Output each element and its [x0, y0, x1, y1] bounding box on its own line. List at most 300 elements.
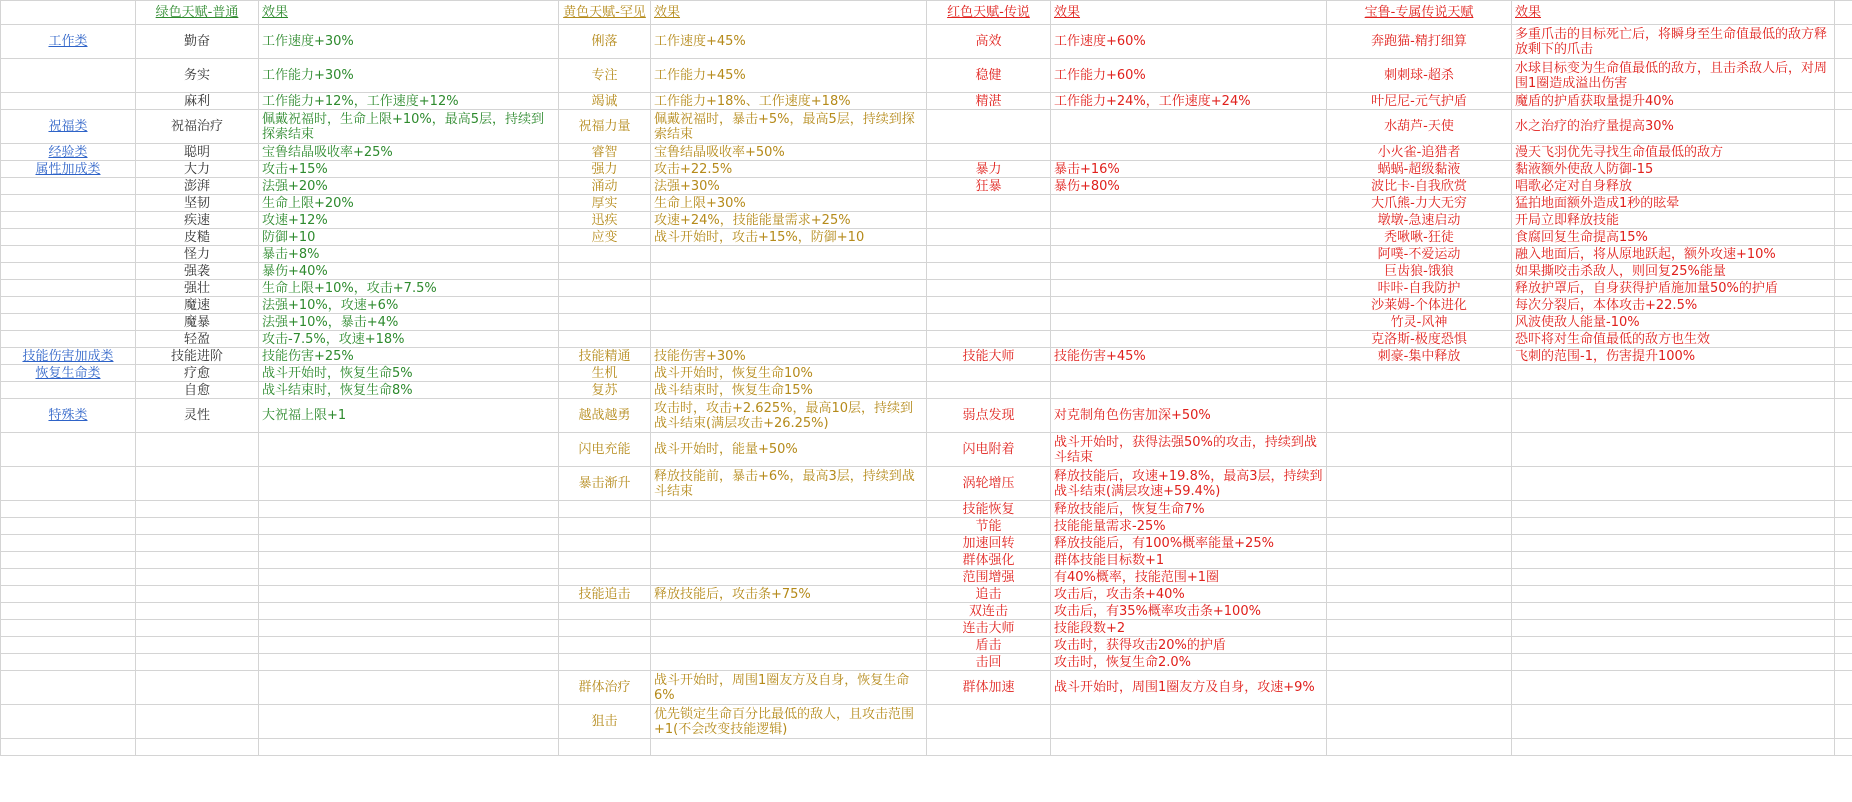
- yellow-talent-effect[interactable]: 攻速+24%，技能能量需求+25%: [651, 212, 927, 229]
- extra-cell[interactable]: [1835, 178, 1852, 195]
- category-cell[interactable]: [1, 586, 136, 603]
- extra-cell[interactable]: [1835, 654, 1852, 671]
- green-talent-effect[interactable]: 防御+10: [259, 229, 559, 246]
- yellow-talent-name[interactable]: [559, 280, 651, 297]
- red-talent-effect[interactable]: 技能伤害+45%: [1051, 348, 1327, 365]
- category-cell[interactable]: 技能伤害加成类: [1, 348, 136, 365]
- green-talent-name[interactable]: 技能进阶: [136, 348, 259, 365]
- yellow-talent-effect[interactable]: 生命上限+30%: [651, 195, 927, 212]
- red-talent-name[interactable]: 稳健: [927, 59, 1051, 93]
- pet-talent-effect[interactable]: [1512, 518, 1835, 535]
- pet-talent-effect[interactable]: [1512, 705, 1835, 739]
- pet-talent-name[interactable]: 大爪熊-力大无穷: [1327, 195, 1512, 212]
- yellow-talent-name[interactable]: [559, 518, 651, 535]
- green-talent-name[interactable]: [136, 552, 259, 569]
- green-talent-effect[interactable]: [259, 620, 559, 637]
- green-talent-name[interactable]: 聪明: [136, 144, 259, 161]
- pet-talent-name[interactable]: [1327, 501, 1512, 518]
- category-cell[interactable]: 工作类: [1, 25, 136, 59]
- red-talent-name[interactable]: 暴力: [927, 161, 1051, 178]
- pet-talent-name[interactable]: [1327, 382, 1512, 399]
- pet-talent-name[interactable]: [1327, 586, 1512, 603]
- pet-talent-name[interactable]: 竹灵-风神: [1327, 314, 1512, 331]
- extra-cell[interactable]: [1835, 93, 1852, 110]
- pet-talent-name[interactable]: [1327, 637, 1512, 654]
- extra-cell[interactable]: [1835, 637, 1852, 654]
- red-talent-effect[interactable]: [1051, 144, 1327, 161]
- pet-talent-name[interactable]: [1327, 603, 1512, 620]
- red-talent-effect[interactable]: [1051, 263, 1327, 280]
- yellow-talent-name[interactable]: 迅疾: [559, 212, 651, 229]
- green-talent-name[interactable]: 大力: [136, 161, 259, 178]
- extra-cell[interactable]: [1835, 144, 1852, 161]
- header-pet-effect[interactable]: 效果: [1512, 1, 1835, 25]
- green-talent-effect[interactable]: [259, 518, 559, 535]
- yellow-talent-name[interactable]: [559, 331, 651, 348]
- category-cell[interactable]: [1, 535, 136, 552]
- green-talent-name[interactable]: 灵性: [136, 399, 259, 433]
- pet-talent-name[interactable]: [1327, 399, 1512, 433]
- pet-talent-effect[interactable]: [1512, 399, 1835, 433]
- yellow-talent-effect[interactable]: 释放技能前，暴击+6%，最高3层，持续到战斗结束: [651, 467, 927, 501]
- red-talent-effect[interactable]: [1051, 739, 1327, 756]
- green-talent-effect[interactable]: [259, 433, 559, 467]
- green-talent-effect[interactable]: 工作能力+12%，工作速度+12%: [259, 93, 559, 110]
- pet-talent-effect[interactable]: 猛拍地面额外造成1秒的眩晕: [1512, 195, 1835, 212]
- yellow-talent-name[interactable]: [559, 263, 651, 280]
- red-talent-effect[interactable]: [1051, 246, 1327, 263]
- yellow-talent-name[interactable]: 暴击渐升: [559, 467, 651, 501]
- green-talent-effect[interactable]: [259, 552, 559, 569]
- red-talent-effect[interactable]: [1051, 331, 1327, 348]
- green-talent-effect[interactable]: 暴伤+40%: [259, 263, 559, 280]
- yellow-talent-effect[interactable]: 战斗开始时，能量+50%: [651, 433, 927, 467]
- yellow-talent-effect[interactable]: [651, 569, 927, 586]
- red-talent-name[interactable]: 涡轮增压: [927, 467, 1051, 501]
- pet-talent-name[interactable]: [1327, 467, 1512, 501]
- yellow-talent-effect[interactable]: 技能伤害+30%: [651, 348, 927, 365]
- pet-talent-effect[interactable]: 恐吓将对生命值最低的敌方也生效: [1512, 331, 1835, 348]
- green-talent-effect[interactable]: 技能伤害+25%: [259, 348, 559, 365]
- green-talent-name[interactable]: [136, 433, 259, 467]
- pet-talent-effect[interactable]: 开局立即释放技能: [1512, 212, 1835, 229]
- yellow-talent-name[interactable]: [559, 314, 651, 331]
- yellow-talent-name[interactable]: [559, 246, 651, 263]
- pet-talent-effect[interactable]: 黏液额外使敌人防御-15: [1512, 161, 1835, 178]
- header-green-talent[interactable]: 绿色天赋-普通: [136, 1, 259, 25]
- pet-talent-effect[interactable]: 每次分裂后，本体攻击+22.5%: [1512, 297, 1835, 314]
- pet-talent-name[interactable]: [1327, 569, 1512, 586]
- red-talent-effect[interactable]: 攻击时，恢复生命2.0%: [1051, 654, 1327, 671]
- green-talent-effect[interactable]: [259, 569, 559, 586]
- yellow-talent-effect[interactable]: [651, 280, 927, 297]
- red-talent-name[interactable]: [927, 331, 1051, 348]
- red-talent-effect[interactable]: [1051, 365, 1327, 382]
- extra-cell[interactable]: [1835, 620, 1852, 637]
- green-talent-name[interactable]: 疗愈: [136, 365, 259, 382]
- green-talent-effect[interactable]: [259, 603, 559, 620]
- pet-talent-effect[interactable]: [1512, 603, 1835, 620]
- red-talent-name[interactable]: [927, 382, 1051, 399]
- yellow-talent-effect[interactable]: [651, 297, 927, 314]
- pet-talent-name[interactable]: [1327, 654, 1512, 671]
- pet-talent-effect[interactable]: [1512, 637, 1835, 654]
- green-talent-name[interactable]: [136, 671, 259, 705]
- yellow-talent-name[interactable]: 俐落: [559, 25, 651, 59]
- red-talent-name[interactable]: 技能大师: [927, 348, 1051, 365]
- green-talent-name[interactable]: 魔暴: [136, 314, 259, 331]
- pet-talent-name[interactable]: 蜗蜗-超级黏液: [1327, 161, 1512, 178]
- extra-cell[interactable]: [1835, 161, 1852, 178]
- pet-talent-effect[interactable]: 唱歌必定对自身释放: [1512, 178, 1835, 195]
- yellow-talent-effect[interactable]: [651, 518, 927, 535]
- pet-talent-name[interactable]: [1327, 518, 1512, 535]
- yellow-talent-effect[interactable]: 战斗开始时，恢复生命10%: [651, 365, 927, 382]
- red-talent-name[interactable]: 盾击: [927, 637, 1051, 654]
- yellow-talent-effect[interactable]: 佩戴祝福时，暴击+5%，最高5层，持续到探索结束: [651, 110, 927, 144]
- yellow-talent-name[interactable]: [559, 620, 651, 637]
- red-talent-name[interactable]: 狂暴: [927, 178, 1051, 195]
- yellow-talent-name[interactable]: 生机: [559, 365, 651, 382]
- pet-talent-effect[interactable]: 释放护罩后，自身获得护盾施加量50%的护盾: [1512, 280, 1835, 297]
- red-talent-name[interactable]: 双连击: [927, 603, 1051, 620]
- red-talent-name[interactable]: [927, 263, 1051, 280]
- yellow-talent-effect[interactable]: 释放技能后，攻击条+75%: [651, 586, 927, 603]
- category-cell[interactable]: [1, 637, 136, 654]
- green-talent-name[interactable]: 怪力: [136, 246, 259, 263]
- red-talent-effect[interactable]: 对克制角色伤害加深+50%: [1051, 399, 1327, 433]
- yellow-talent-name[interactable]: 狙击: [559, 705, 651, 739]
- category-cell[interactable]: [1, 297, 136, 314]
- yellow-talent-effect[interactable]: 工作能力+18%、工作速度+18%: [651, 93, 927, 110]
- green-talent-name[interactable]: [136, 467, 259, 501]
- yellow-talent-effect[interactable]: [651, 246, 927, 263]
- category-cell[interactable]: [1, 314, 136, 331]
- extra-cell[interactable]: [1835, 399, 1852, 433]
- yellow-talent-name[interactable]: 群体治疗: [559, 671, 651, 705]
- extra-cell[interactable]: [1835, 433, 1852, 467]
- green-talent-name[interactable]: [136, 535, 259, 552]
- red-talent-name[interactable]: [927, 246, 1051, 263]
- red-talent-effect[interactable]: 释放技能后，攻速+19.8%，最高3层，持续到战斗结束(满层攻速+59.4%): [1051, 467, 1327, 501]
- green-talent-effect[interactable]: 宝鲁结晶吸收率+25%: [259, 144, 559, 161]
- header-blank[interactable]: [1, 1, 136, 25]
- green-talent-effect[interactable]: 战斗结束时，恢复生命8%: [259, 382, 559, 399]
- green-talent-name[interactable]: 澎湃: [136, 178, 259, 195]
- green-talent-name[interactable]: 魔速: [136, 297, 259, 314]
- yellow-talent-effect[interactable]: [651, 739, 927, 756]
- yellow-talent-effect[interactable]: 优先锁定生命百分比最低的敌人，且攻击范围+1(不会改变技能逻辑): [651, 705, 927, 739]
- green-talent-name[interactable]: [136, 586, 259, 603]
- yellow-talent-effect[interactable]: [651, 501, 927, 518]
- green-talent-name[interactable]: [136, 637, 259, 654]
- extra-cell[interactable]: [1835, 739, 1852, 756]
- extra-cell[interactable]: [1835, 569, 1852, 586]
- pet-talent-name[interactable]: [1327, 535, 1512, 552]
- pet-talent-effect[interactable]: 多重爪击的目标死亡后，将瞬身至生命值最低的敌方释放剩下的爪击: [1512, 25, 1835, 59]
- green-talent-effect[interactable]: [259, 467, 559, 501]
- extra-cell[interactable]: [1835, 297, 1852, 314]
- red-talent-name[interactable]: [927, 212, 1051, 229]
- red-talent-effect[interactable]: 工作速度+60%: [1051, 25, 1327, 59]
- category-cell[interactable]: 特殊类: [1, 399, 136, 433]
- yellow-talent-name[interactable]: 技能精通: [559, 348, 651, 365]
- header-yellow-talent[interactable]: 黄色天赋-罕见: [559, 1, 651, 25]
- yellow-talent-name[interactable]: [559, 739, 651, 756]
- green-talent-effect[interactable]: [259, 586, 559, 603]
- red-talent-name[interactable]: [927, 365, 1051, 382]
- pet-talent-name[interactable]: 刺豪-集中释放: [1327, 348, 1512, 365]
- yellow-talent-effect[interactable]: 法强+30%: [651, 178, 927, 195]
- red-talent-effect[interactable]: 释放技能后，有100%概率能量+25%: [1051, 535, 1327, 552]
- red-talent-name[interactable]: 技能恢复: [927, 501, 1051, 518]
- green-talent-name[interactable]: 勤奋: [136, 25, 259, 59]
- green-talent-name[interactable]: [136, 705, 259, 739]
- green-talent-effect[interactable]: 法强+10%，攻速+6%: [259, 297, 559, 314]
- pet-talent-effect[interactable]: [1512, 467, 1835, 501]
- yellow-talent-name[interactable]: 专注: [559, 59, 651, 93]
- yellow-talent-name[interactable]: 涌动: [559, 178, 651, 195]
- red-talent-name[interactable]: [927, 297, 1051, 314]
- green-talent-effect[interactable]: 工作能力+30%: [259, 59, 559, 93]
- yellow-talent-effect[interactable]: [651, 331, 927, 348]
- green-talent-effect[interactable]: [259, 654, 559, 671]
- pet-talent-effect[interactable]: 飞刺的范围-1，伤害提升100%: [1512, 348, 1835, 365]
- category-cell[interactable]: [1, 501, 136, 518]
- red-talent-name[interactable]: 闪电附着: [927, 433, 1051, 467]
- red-talent-name[interactable]: 加速回转: [927, 535, 1051, 552]
- pet-talent-name[interactable]: 秃啾啾-狂徒: [1327, 229, 1512, 246]
- yellow-talent-effect[interactable]: 工作速度+45%: [651, 25, 927, 59]
- category-cell[interactable]: [1, 705, 136, 739]
- header-extra[interactable]: [1835, 1, 1852, 25]
- green-talent-name[interactable]: 强壮: [136, 280, 259, 297]
- pet-talent-name[interactable]: 刺刺球-超杀: [1327, 59, 1512, 93]
- pet-talent-name[interactable]: [1327, 433, 1512, 467]
- green-talent-effect[interactable]: [259, 739, 559, 756]
- pet-talent-effect[interactable]: [1512, 365, 1835, 382]
- yellow-talent-name[interactable]: 竭诚: [559, 93, 651, 110]
- category-cell[interactable]: [1, 331, 136, 348]
- category-cell[interactable]: [1, 620, 136, 637]
- extra-cell[interactable]: [1835, 59, 1852, 93]
- red-talent-effect[interactable]: 攻击后，攻击条+40%: [1051, 586, 1327, 603]
- pet-talent-name[interactable]: [1327, 705, 1512, 739]
- extra-cell[interactable]: [1835, 705, 1852, 739]
- red-talent-name[interactable]: 追击: [927, 586, 1051, 603]
- red-talent-effect[interactable]: 工作能力+60%: [1051, 59, 1327, 93]
- red-talent-effect[interactable]: [1051, 705, 1327, 739]
- category-cell[interactable]: [1, 229, 136, 246]
- red-talent-effect[interactable]: 攻击时，获得攻击20%的护盾: [1051, 637, 1327, 654]
- green-talent-name[interactable]: 坚韧: [136, 195, 259, 212]
- extra-cell[interactable]: [1835, 518, 1852, 535]
- yellow-talent-name[interactable]: 厚实: [559, 195, 651, 212]
- yellow-talent-name[interactable]: [559, 535, 651, 552]
- green-talent-name[interactable]: [136, 603, 259, 620]
- yellow-talent-name[interactable]: 闪电充能: [559, 433, 651, 467]
- yellow-talent-effect[interactable]: [651, 654, 927, 671]
- green-talent-effect[interactable]: 攻击+15%: [259, 161, 559, 178]
- yellow-talent-effect[interactable]: [651, 263, 927, 280]
- red-talent-name[interactable]: [927, 144, 1051, 161]
- red-talent-effect[interactable]: 战斗开始时，周围1圈友方及自身，攻速+9%: [1051, 671, 1327, 705]
- pet-talent-effect[interactable]: 融入地面后，将从原地跃起，额外攻速+10%: [1512, 246, 1835, 263]
- green-talent-name[interactable]: 自愈: [136, 382, 259, 399]
- category-cell[interactable]: [1, 195, 136, 212]
- green-talent-name[interactable]: [136, 739, 259, 756]
- yellow-talent-effect[interactable]: [651, 314, 927, 331]
- green-talent-name[interactable]: 轻盈: [136, 331, 259, 348]
- extra-cell[interactable]: [1835, 263, 1852, 280]
- red-talent-effect[interactable]: 群体技能目标数+1: [1051, 552, 1327, 569]
- red-talent-name[interactable]: [927, 280, 1051, 297]
- yellow-talent-name[interactable]: [559, 603, 651, 620]
- green-talent-effect[interactable]: [259, 671, 559, 705]
- red-talent-name[interactable]: 群体强化: [927, 552, 1051, 569]
- pet-talent-name[interactable]: 克洛斯-极度恐惧: [1327, 331, 1512, 348]
- extra-cell[interactable]: [1835, 535, 1852, 552]
- yellow-talent-effect[interactable]: 宝鲁结晶吸收率+50%: [651, 144, 927, 161]
- category-cell[interactable]: [1, 93, 136, 110]
- green-talent-name[interactable]: 疾速: [136, 212, 259, 229]
- red-talent-effect[interactable]: 有40%概率，技能范围+1圈: [1051, 569, 1327, 586]
- yellow-talent-name[interactable]: [559, 569, 651, 586]
- extra-cell[interactable]: [1835, 382, 1852, 399]
- yellow-talent-effect[interactable]: 工作能力+45%: [651, 59, 927, 93]
- category-cell[interactable]: [1, 280, 136, 297]
- pet-talent-name[interactable]: 阿噗-不爱运动: [1327, 246, 1512, 263]
- red-talent-effect[interactable]: 技能段数+2: [1051, 620, 1327, 637]
- red-talent-name[interactable]: 弱点发现: [927, 399, 1051, 433]
- yellow-talent-effect[interactable]: [651, 603, 927, 620]
- red-talent-name[interactable]: 击回: [927, 654, 1051, 671]
- green-talent-effect[interactable]: 法强+20%: [259, 178, 559, 195]
- header-pet-talent[interactable]: 宝鲁-专属传说天赋: [1327, 1, 1512, 25]
- pet-talent-name[interactable]: 小火雀-追猎者: [1327, 144, 1512, 161]
- extra-cell[interactable]: [1835, 212, 1852, 229]
- green-talent-name[interactable]: 务实: [136, 59, 259, 93]
- header-green-effect[interactable]: 效果: [259, 1, 559, 25]
- red-talent-effect[interactable]: 技能能量需求-25%: [1051, 518, 1327, 535]
- green-talent-effect[interactable]: 大祝福上限+1: [259, 399, 559, 433]
- category-cell[interactable]: [1, 603, 136, 620]
- category-cell[interactable]: [1, 263, 136, 280]
- category-cell[interactable]: [1, 433, 136, 467]
- pet-talent-name[interactable]: 墩墩-急速启动: [1327, 212, 1512, 229]
- yellow-talent-name[interactable]: 越战越勇: [559, 399, 651, 433]
- red-talent-effect[interactable]: [1051, 297, 1327, 314]
- extra-cell[interactable]: [1835, 348, 1852, 365]
- pet-talent-effect[interactable]: [1512, 569, 1835, 586]
- green-talent-effect[interactable]: 攻速+12%: [259, 212, 559, 229]
- red-talent-effect[interactable]: [1051, 110, 1327, 144]
- green-talent-effect[interactable]: 暴击+8%: [259, 246, 559, 263]
- category-cell[interactable]: 属性加成类: [1, 161, 136, 178]
- yellow-talent-name[interactable]: [559, 654, 651, 671]
- category-cell[interactable]: [1, 518, 136, 535]
- extra-cell[interactable]: [1835, 365, 1852, 382]
- yellow-talent-name[interactable]: [559, 297, 651, 314]
- category-cell[interactable]: [1, 654, 136, 671]
- category-cell[interactable]: [1, 552, 136, 569]
- category-cell[interactable]: [1, 467, 136, 501]
- category-cell[interactable]: [1, 212, 136, 229]
- yellow-talent-effect[interactable]: 战斗结束时，恢复生命15%: [651, 382, 927, 399]
- red-talent-name[interactable]: [927, 314, 1051, 331]
- green-talent-effect[interactable]: 生命上限+10%，攻击+7.5%: [259, 280, 559, 297]
- green-talent-name[interactable]: [136, 569, 259, 586]
- yellow-talent-effect[interactable]: 战斗开始时，周围1圈友方及自身，恢复生命6%: [651, 671, 927, 705]
- pet-talent-effect[interactable]: 风波使敌人能量-10%: [1512, 314, 1835, 331]
- red-talent-name[interactable]: [927, 705, 1051, 739]
- yellow-talent-name[interactable]: 应变: [559, 229, 651, 246]
- pet-talent-effect[interactable]: [1512, 535, 1835, 552]
- red-talent-effect[interactable]: 暴伤+80%: [1051, 178, 1327, 195]
- green-talent-effect[interactable]: [259, 501, 559, 518]
- yellow-talent-name[interactable]: 技能追击: [559, 586, 651, 603]
- pet-talent-name[interactable]: 咔咔-自我防护: [1327, 280, 1512, 297]
- green-talent-name[interactable]: 麻利: [136, 93, 259, 110]
- green-talent-effect[interactable]: 生命上限+20%: [259, 195, 559, 212]
- green-talent-effect[interactable]: [259, 705, 559, 739]
- red-talent-effect[interactable]: 攻击后，有35%概率攻击条+100%: [1051, 603, 1327, 620]
- category-cell[interactable]: 经验类: [1, 144, 136, 161]
- pet-talent-effect[interactable]: 水之治疗的治疗量提高30%: [1512, 110, 1835, 144]
- red-talent-name[interactable]: 节能: [927, 518, 1051, 535]
- pet-talent-effect[interactable]: [1512, 654, 1835, 671]
- category-cell[interactable]: [1, 178, 136, 195]
- yellow-talent-effect[interactable]: [651, 637, 927, 654]
- pet-talent-name[interactable]: 叶尼尼-元气护盾: [1327, 93, 1512, 110]
- pet-talent-effect[interactable]: [1512, 382, 1835, 399]
- red-talent-effect[interactable]: [1051, 229, 1327, 246]
- pet-talent-name[interactable]: [1327, 671, 1512, 705]
- extra-cell[interactable]: [1835, 603, 1852, 620]
- green-talent-name[interactable]: 皮糙: [136, 229, 259, 246]
- green-talent-name[interactable]: 强袭: [136, 263, 259, 280]
- red-talent-effect[interactable]: [1051, 195, 1327, 212]
- red-talent-effect[interactable]: 释放技能后，恢复生命7%: [1051, 501, 1327, 518]
- green-talent-effect[interactable]: [259, 535, 559, 552]
- category-cell[interactable]: [1, 739, 136, 756]
- green-talent-effect[interactable]: 攻击-7.5%，攻速+18%: [259, 331, 559, 348]
- extra-cell[interactable]: [1835, 246, 1852, 263]
- pet-talent-effect[interactable]: 水球目标变为生命值最低的敌方，且击杀敌人后，对周围1圈造成溢出伤害: [1512, 59, 1835, 93]
- red-talent-effect[interactable]: [1051, 382, 1327, 399]
- red-talent-name[interactable]: [927, 110, 1051, 144]
- yellow-talent-name[interactable]: 强力: [559, 161, 651, 178]
- category-cell[interactable]: [1, 59, 136, 93]
- extra-cell[interactable]: [1835, 25, 1852, 59]
- red-talent-effect[interactable]: 暴击+16%: [1051, 161, 1327, 178]
- pet-talent-name[interactable]: 沙莱姆-个体进化: [1327, 297, 1512, 314]
- extra-cell[interactable]: [1835, 195, 1852, 212]
- green-talent-effect[interactable]: 战斗开始时，恢复生命5%: [259, 365, 559, 382]
- yellow-talent-name[interactable]: [559, 637, 651, 654]
- pet-talent-effect[interactable]: [1512, 433, 1835, 467]
- pet-talent-effect[interactable]: [1512, 552, 1835, 569]
- pet-talent-name[interactable]: [1327, 739, 1512, 756]
- category-cell[interactable]: 祝福类: [1, 110, 136, 144]
- yellow-talent-name[interactable]: 复苏: [559, 382, 651, 399]
- pet-talent-name[interactable]: [1327, 620, 1512, 637]
- pet-talent-effect[interactable]: 食腐回复生命提高15%: [1512, 229, 1835, 246]
- category-cell[interactable]: [1, 671, 136, 705]
- pet-talent-effect[interactable]: [1512, 586, 1835, 603]
- green-talent-name[interactable]: 祝福治疗: [136, 110, 259, 144]
- yellow-talent-name[interactable]: [559, 552, 651, 569]
